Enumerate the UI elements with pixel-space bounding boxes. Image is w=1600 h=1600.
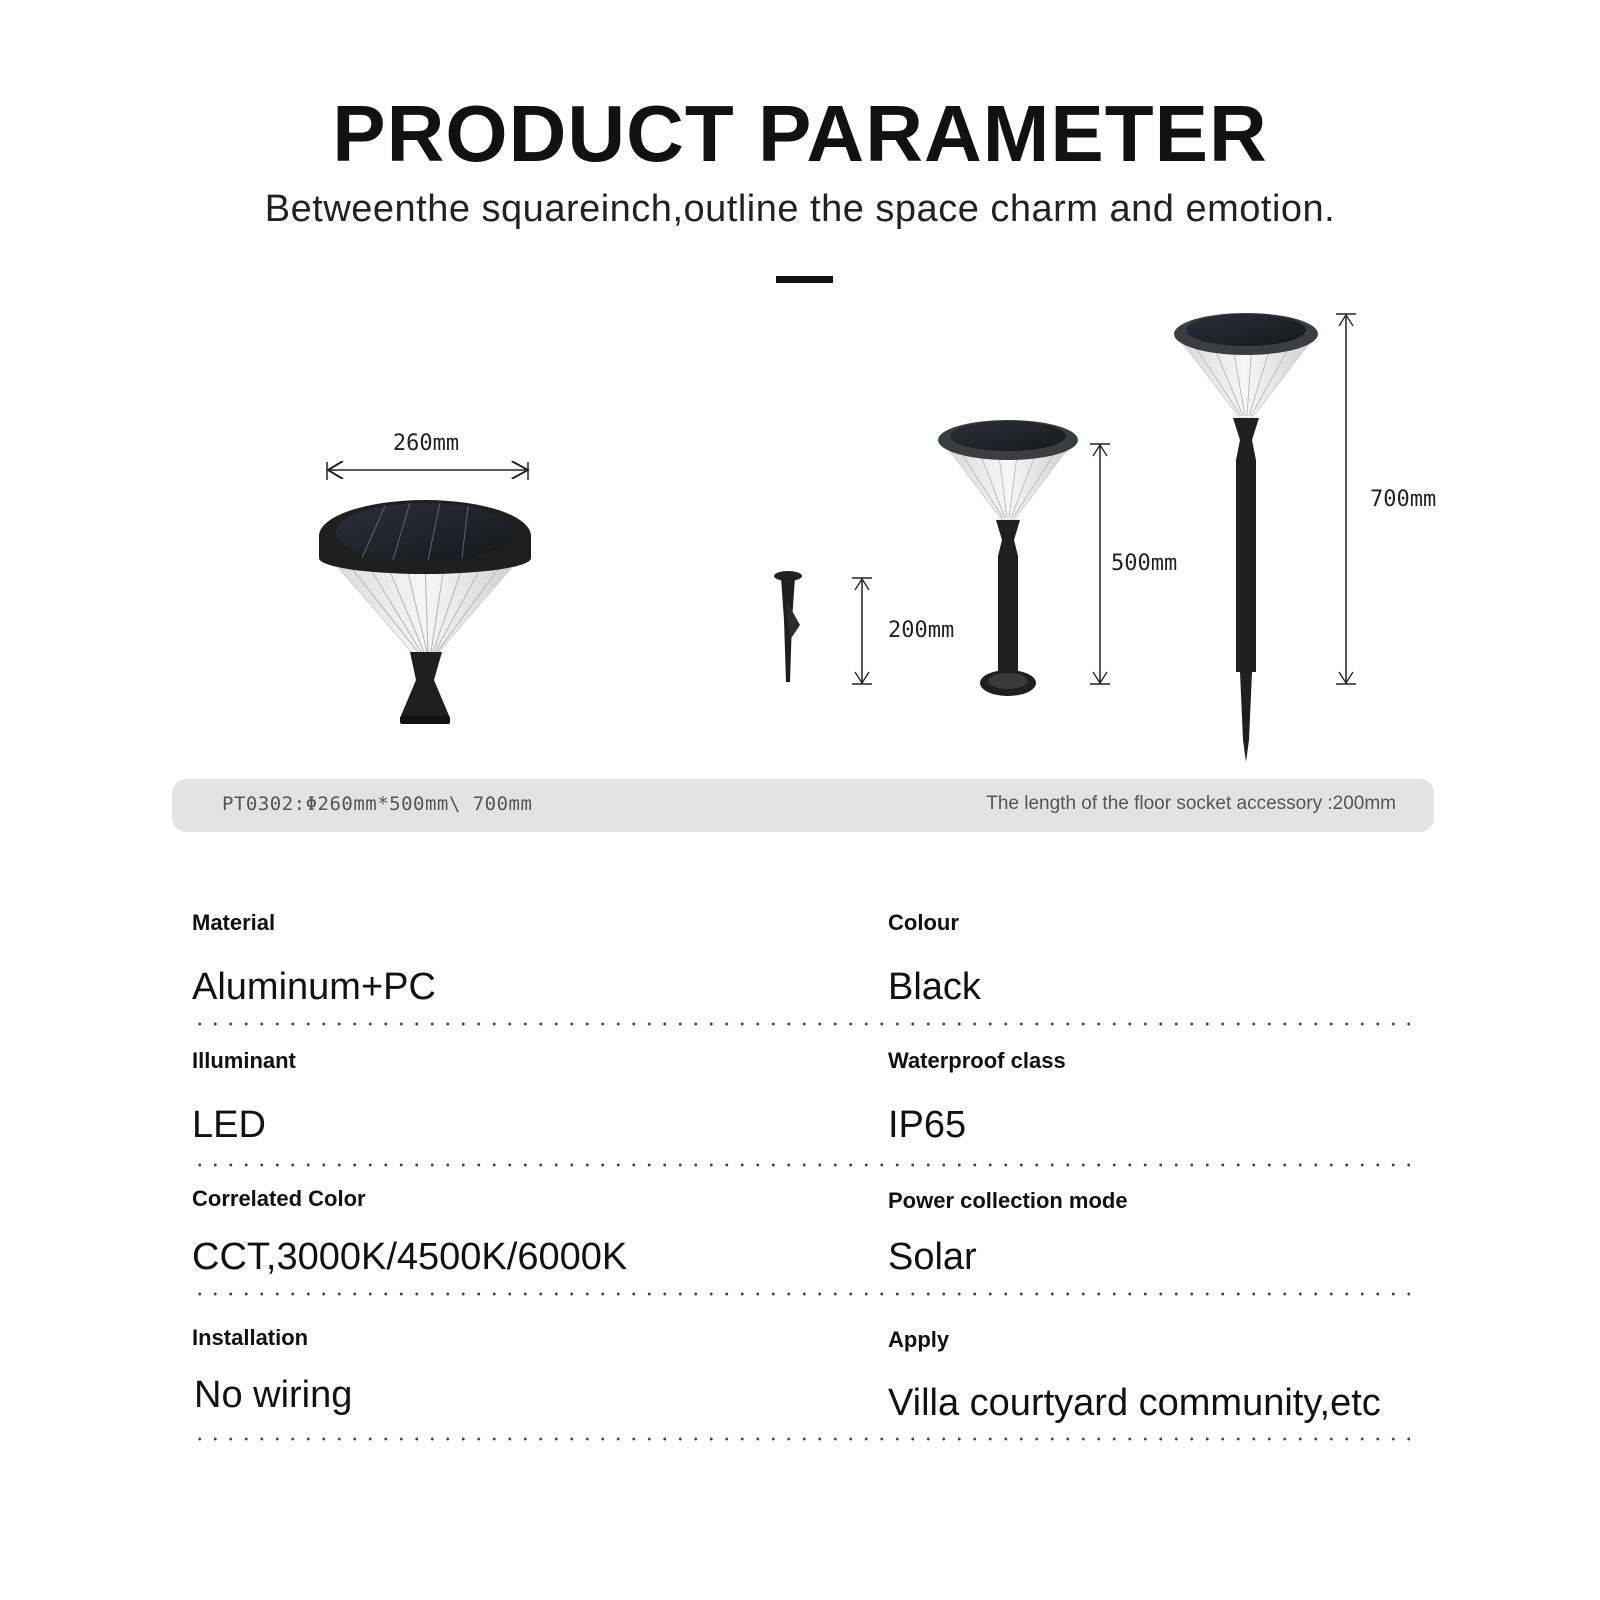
spec-label-waterproof: Waterproof class — [888, 1048, 1066, 1073]
dotted-divider — [192, 1437, 1410, 1441]
spec-label-installation: Installation — [192, 1325, 309, 1350]
title-divider — [776, 276, 833, 283]
product-illustration — [0, 290, 1600, 770]
spec-label-illuminant: Illuminant — [192, 1048, 296, 1073]
tall-bollard-image — [1174, 313, 1318, 762]
page-title: PRODUCT PARAMETER — [332, 89, 1268, 178]
dotted-divider — [192, 1292, 1410, 1296]
accessory-length-text: The length of the floor socket accessory :200mm — [986, 793, 1396, 814]
spec-value-power-mode: Solar — [888, 1236, 977, 1278]
tall-height-label: 700mm — [1370, 487, 1437, 512]
spike-height-dimension — [852, 578, 872, 684]
spec-label-apply: Apply — [888, 1327, 950, 1352]
spec-value-material: Aluminum+PC — [192, 966, 436, 1008]
dotted-divider — [192, 1163, 1410, 1167]
ground-spike-image — [774, 571, 802, 682]
model-dimensions-text: PT0302:Φ260mm*500mm\ 700mm — [222, 793, 533, 815]
spike-length-label: 200mm — [888, 618, 955, 643]
spec-value-correlated-color: CCT,3000K/4500K/6000K — [192, 1236, 628, 1278]
spec-value-installation: No wiring — [194, 1374, 353, 1416]
spec-value-colour: Black — [888, 966, 981, 1008]
spec-value-apply: Villa courtyard community,etc — [888, 1382, 1381, 1424]
lamp-head-image — [319, 500, 531, 724]
head-width-dimension — [327, 462, 528, 480]
page-subtitle: Betweenthe squareinch,outline the space charm and emotion. — [264, 188, 1336, 230]
short-height-label: 500mm — [1111, 551, 1178, 576]
spec-label-colour: Colour — [888, 910, 959, 935]
head-width-label: 260mm — [392, 431, 460, 456]
spec-label-correlated-color: Correlated Color — [192, 1186, 366, 1211]
spec-label-power-mode: Power collection mode — [888, 1188, 1128, 1213]
model-info-bar — [172, 779, 1434, 832]
spec-label-material: Material — [192, 910, 276, 935]
short-bollard-height-dimension — [1090, 444, 1110, 684]
tall-bollard-height-dimension — [1336, 314, 1356, 684]
dotted-divider — [192, 1022, 1410, 1026]
short-bollard-image — [938, 420, 1078, 696]
spec-value-waterproof: IP65 — [888, 1104, 967, 1146]
spec-value-illuminant: LED — [192, 1104, 266, 1146]
